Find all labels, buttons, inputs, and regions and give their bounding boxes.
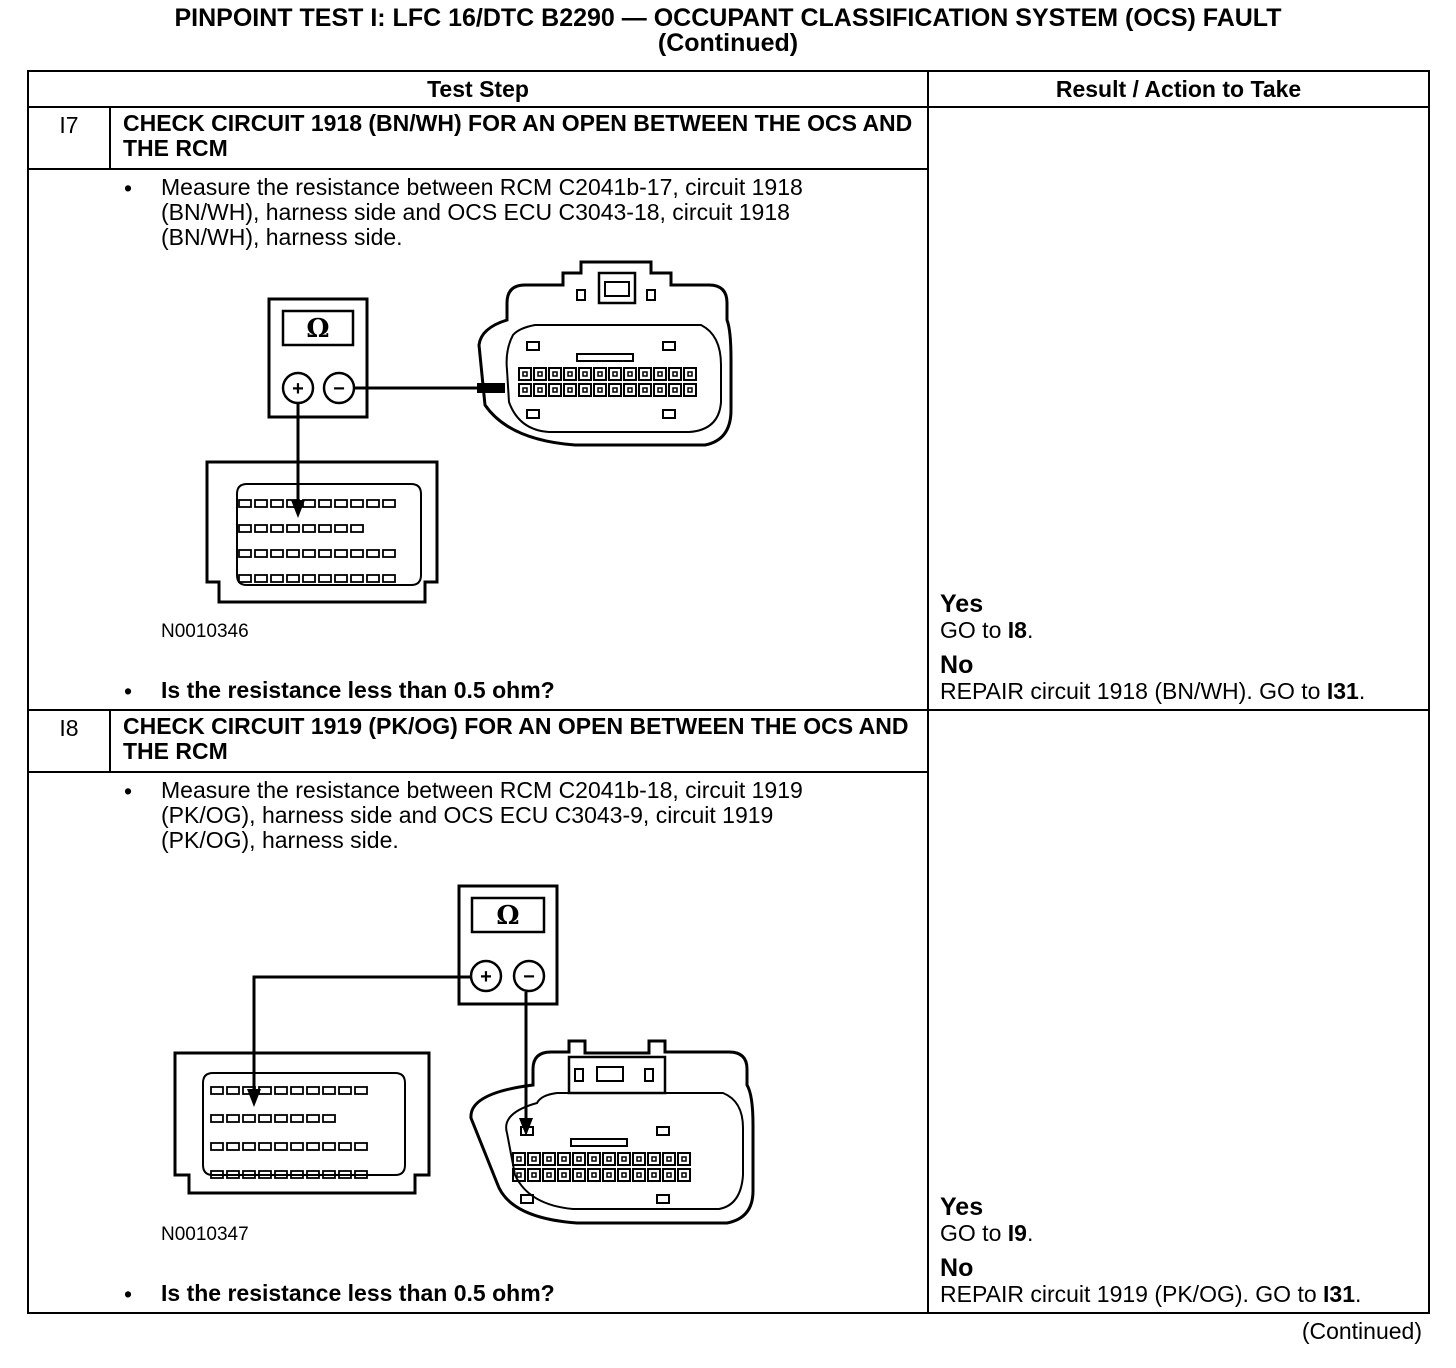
pin-cavity bbox=[243, 1143, 255, 1150]
pin-cavity bbox=[339, 1087, 351, 1094]
title-line-2: (Continued) bbox=[657, 29, 799, 57]
instruction-line: (BN/WH), harness side. bbox=[161, 224, 403, 250]
rcm-pin-rows bbox=[239, 500, 395, 582]
pin-cavity bbox=[532, 1157, 536, 1161]
page-title bbox=[0, 6, 1456, 56]
minus-terminal-icon: − bbox=[523, 966, 535, 988]
pin-cavity bbox=[673, 372, 677, 376]
pin-cavity bbox=[351, 525, 363, 532]
pin-cavity bbox=[383, 575, 395, 582]
pin-cavity bbox=[227, 1087, 239, 1094]
pin-cavity bbox=[652, 1173, 656, 1177]
pin-cavity bbox=[287, 525, 299, 532]
pin-cavity bbox=[291, 1087, 303, 1094]
result-no bbox=[940, 651, 1365, 703]
yes-action-end: . bbox=[1026, 1220, 1034, 1246]
pin-cavity bbox=[583, 372, 587, 376]
test-leads bbox=[254, 977, 526, 1123]
pin-cavity bbox=[678, 1169, 690, 1181]
pin-cavity bbox=[592, 1157, 596, 1161]
pin-cavity bbox=[628, 372, 632, 376]
result-no bbox=[940, 1254, 1361, 1306]
plus-terminal-icon: + bbox=[292, 378, 304, 400]
pin-cavity bbox=[275, 1143, 287, 1150]
pin-cavity bbox=[633, 1153, 645, 1165]
pin-cavity bbox=[562, 1173, 566, 1177]
yes-action-text: GO to bbox=[940, 617, 1008, 643]
pin-cavity bbox=[383, 550, 395, 557]
pin-cavity bbox=[603, 1169, 615, 1181]
plus-terminal-icon: + bbox=[480, 966, 492, 988]
pin-cavity bbox=[637, 1157, 641, 1161]
pinpoint-test-table bbox=[27, 70, 1430, 1314]
pin-cavity bbox=[303, 525, 315, 532]
pin-cavity bbox=[534, 384, 546, 396]
pin-cavity bbox=[323, 1143, 335, 1150]
pin-cavity bbox=[307, 1115, 319, 1122]
pin-cavity bbox=[239, 550, 251, 557]
pin-cavity bbox=[255, 525, 267, 532]
pin-cavity bbox=[517, 1173, 521, 1177]
pin-cavity bbox=[607, 1157, 611, 1161]
pin-cavity bbox=[564, 384, 576, 396]
pin-cavity bbox=[682, 1173, 686, 1177]
no-action-end: . bbox=[1355, 1281, 1362, 1307]
pin-cavity bbox=[658, 372, 662, 376]
pin-cavity bbox=[355, 1143, 367, 1150]
pin-cavity bbox=[558, 1169, 570, 1181]
pin-cavity bbox=[678, 1153, 690, 1165]
pin-cavity bbox=[648, 1169, 660, 1181]
pin-cavity bbox=[351, 500, 363, 507]
instruction-line: (BN/WH), harness side and OCS ECU C3043-18, circuit 1918 bbox=[161, 199, 790, 225]
probe-tip-ocs bbox=[477, 383, 505, 393]
pin-cavity bbox=[579, 368, 591, 380]
pin-cavity bbox=[618, 1153, 630, 1165]
pin-cavity bbox=[547, 1157, 551, 1161]
pin-cavity bbox=[351, 550, 363, 557]
pin-cavity bbox=[319, 525, 331, 532]
pin-cavity bbox=[211, 1115, 223, 1122]
pin-cavity bbox=[211, 1087, 223, 1094]
pin-cavity bbox=[519, 384, 531, 396]
question-text: Is the resistance less than 0.5 ohm? bbox=[161, 1280, 555, 1306]
instruction-line: (PK/OG), harness side and OCS ECU C3043-9, circuit 1919 bbox=[161, 802, 774, 828]
pin-cavity bbox=[639, 384, 651, 396]
pin-cavity bbox=[588, 1169, 600, 1181]
pin-cavity bbox=[637, 1173, 641, 1177]
pin-cavity bbox=[319, 500, 331, 507]
pin-cavity bbox=[669, 368, 681, 380]
no-action-text: REPAIR circuit 1919 (PK/OG). GO to bbox=[940, 1281, 1324, 1307]
ocs-pin-rows bbox=[513, 1127, 690, 1203]
step-title: CHECK CIRCUIT 1919 (PK/OG) FOR AN OPEN BETWEEN THE OCS AND THE RCM bbox=[110, 710, 928, 772]
rcm-pin-rows bbox=[211, 1087, 367, 1178]
ocs-connector bbox=[471, 1041, 753, 1223]
step-number: I8 bbox=[28, 710, 110, 772]
pin-cavity bbox=[594, 384, 606, 396]
table-header-row bbox=[28, 71, 1429, 107]
pin-cavity bbox=[667, 1173, 671, 1177]
pin-cavity bbox=[243, 1115, 255, 1122]
pin-cavity bbox=[654, 368, 666, 380]
pin-cavity bbox=[628, 388, 632, 392]
pin-cavity bbox=[259, 1115, 271, 1122]
pin-cavity bbox=[527, 342, 539, 350]
pin-cavity bbox=[538, 388, 542, 392]
pin-cavity bbox=[532, 1173, 536, 1177]
pin-cavity bbox=[624, 368, 636, 380]
no-label: No bbox=[940, 1254, 974, 1282]
pin-cavity bbox=[335, 550, 347, 557]
pin-cavity bbox=[383, 500, 395, 507]
result-yes bbox=[940, 590, 1033, 642]
pin-cavity bbox=[657, 1195, 669, 1203]
pin-cavity bbox=[562, 1157, 566, 1161]
pin-cavity bbox=[594, 368, 606, 380]
pin-cavity bbox=[564, 368, 576, 380]
pin-cavity bbox=[335, 575, 347, 582]
pin-cavity bbox=[513, 1153, 525, 1165]
pin-cavity bbox=[588, 1153, 600, 1165]
pin-cavity bbox=[573, 1169, 585, 1181]
figure-id: N0010347 bbox=[161, 1224, 249, 1245]
pin-cavity bbox=[663, 1153, 675, 1165]
pin-cavity bbox=[239, 575, 251, 582]
pin-cavity bbox=[652, 1157, 656, 1161]
pin-cavity bbox=[543, 1169, 555, 1181]
i7-wiring-diagram bbox=[29, 170, 847, 711]
pin-cavity bbox=[528, 1153, 540, 1165]
pin-cavity bbox=[227, 1143, 239, 1150]
pin-cavity bbox=[271, 500, 283, 507]
pin-cavity bbox=[673, 388, 677, 392]
no-label: No bbox=[940, 651, 974, 679]
pin-cavity bbox=[323, 1115, 335, 1122]
question-text: Is the resistance less than 0.5 ohm? bbox=[161, 677, 555, 703]
pin-cavity bbox=[577, 354, 633, 361]
pin-cavity bbox=[271, 525, 283, 532]
yes-action bbox=[940, 1221, 1033, 1245]
pin-cavity bbox=[643, 372, 647, 376]
yes-action-text: GO to bbox=[940, 1220, 1008, 1246]
pin-cavity bbox=[639, 368, 651, 380]
ohm-icon: Ω bbox=[306, 314, 330, 344]
step-i7-result-cell bbox=[928, 107, 1429, 710]
no-action-text: REPAIR circuit 1918 (BN/WH). GO to bbox=[940, 678, 1327, 704]
pin-cavity bbox=[255, 550, 267, 557]
no-action bbox=[940, 1282, 1361, 1306]
yes-label: Yes bbox=[940, 590, 984, 618]
ocs-pin-rows bbox=[519, 342, 696, 418]
pin-cavity bbox=[669, 384, 681, 396]
pin-cavity bbox=[319, 575, 331, 582]
pin-cavity bbox=[527, 410, 539, 418]
instruction-line: (PK/OG), harness side. bbox=[161, 827, 399, 853]
pin-cavity bbox=[538, 372, 542, 376]
pin-cavity bbox=[573, 1153, 585, 1165]
pin-cavity bbox=[549, 384, 561, 396]
column-header-test-step: Test Step bbox=[28, 71, 928, 107]
pin-cavity bbox=[351, 575, 363, 582]
pin-cavity bbox=[609, 384, 621, 396]
pin-cavity bbox=[211, 1143, 223, 1150]
pin-cavity bbox=[275, 1115, 287, 1122]
yes-step-link[interactable]: I8 bbox=[1007, 617, 1027, 643]
no-action-end: . bbox=[1358, 678, 1366, 704]
bullet: • bbox=[124, 678, 133, 704]
pin-cavity bbox=[239, 500, 251, 507]
ohm-icon: Ω bbox=[496, 901, 520, 931]
instruction-line: Measure the resistance between RCM C2041b-18, circuit 1919 bbox=[161, 777, 803, 803]
bullet: • bbox=[124, 1281, 133, 1307]
pin-cavity bbox=[543, 1153, 555, 1165]
pin-cavity bbox=[339, 1143, 351, 1150]
pin-cavity bbox=[684, 368, 696, 380]
pin-cavity bbox=[271, 575, 283, 582]
pin-cavity bbox=[367, 500, 379, 507]
pin-cavity bbox=[658, 388, 662, 392]
minus-terminal-icon: − bbox=[333, 378, 345, 400]
pin-cavity bbox=[613, 372, 617, 376]
continued-footer: (Continued) bbox=[1301, 1318, 1422, 1344]
yes-action bbox=[940, 618, 1033, 642]
step-i8-result-cell bbox=[928, 710, 1429, 1313]
pin-cavity bbox=[303, 500, 315, 507]
no-action bbox=[940, 679, 1365, 703]
pin-cavity bbox=[519, 368, 531, 380]
step-i7-title-row bbox=[28, 107, 1429, 169]
pin-cavity bbox=[663, 410, 675, 418]
pin-cavity bbox=[528, 1169, 540, 1181]
pin-cavity bbox=[657, 1127, 669, 1135]
pin-cavity bbox=[275, 1087, 287, 1094]
test-leads bbox=[298, 388, 489, 505]
pin-cavity bbox=[517, 1157, 521, 1161]
pin-cavity bbox=[622, 1173, 626, 1177]
pin-cavity bbox=[648, 1153, 660, 1165]
pin-cavity bbox=[577, 1173, 581, 1177]
pin-cavity bbox=[553, 372, 557, 376]
pin-cavity bbox=[271, 550, 283, 557]
result-yes bbox=[940, 1193, 1033, 1245]
pin-cavity bbox=[307, 1143, 319, 1150]
pin-cavity bbox=[654, 384, 666, 396]
yes-step-link[interactable]: I9 bbox=[1007, 1220, 1027, 1246]
pin-cavity bbox=[287, 550, 299, 557]
pin-cavity bbox=[568, 388, 572, 392]
pin-cavity bbox=[547, 1173, 551, 1177]
pin-cavity bbox=[598, 388, 602, 392]
pin-cavity bbox=[592, 1173, 596, 1177]
column-header-result: Result / Action to Take bbox=[928, 71, 1429, 107]
no-step-link[interactable]: I31 bbox=[1323, 1281, 1356, 1307]
pin-cavity bbox=[367, 575, 379, 582]
no-step-link[interactable]: I31 bbox=[1326, 678, 1359, 704]
pin-cavity bbox=[558, 1153, 570, 1165]
pin-cavity bbox=[682, 1157, 686, 1161]
rcm-connector bbox=[175, 1053, 429, 1193]
bullet: • bbox=[124, 778, 133, 804]
pin-cavity bbox=[255, 500, 267, 507]
pin-cavity bbox=[549, 368, 561, 380]
pin-cavity bbox=[603, 1153, 615, 1165]
pin-cavity bbox=[534, 368, 546, 380]
pin-cavity bbox=[259, 1143, 271, 1150]
yes-action-end: . bbox=[1026, 617, 1034, 643]
pin-cavity bbox=[367, 550, 379, 557]
pin-cavity bbox=[607, 1173, 611, 1177]
pin-cavity bbox=[579, 384, 591, 396]
yes-label: Yes bbox=[940, 1193, 984, 1221]
pin-cavity bbox=[663, 1169, 675, 1181]
pin-cavity bbox=[577, 1157, 581, 1161]
pin-cavity bbox=[227, 1115, 239, 1122]
title-line-1: PINPOINT TEST I: LFC 16/DTC B2290 — OCCUPANT CLASSIFICATION SYSTEM (OCS) FAULT bbox=[174, 4, 1282, 32]
step-i8-title-row bbox=[28, 710, 1429, 772]
pin-cavity bbox=[523, 388, 527, 392]
pin-cavity bbox=[633, 1169, 645, 1181]
pin-cavity bbox=[303, 550, 315, 557]
pin-cavity bbox=[239, 525, 251, 532]
pin-cavity bbox=[307, 1087, 319, 1094]
bullet: • bbox=[124, 175, 133, 201]
pin-cavity bbox=[624, 384, 636, 396]
pin-cavity bbox=[609, 368, 621, 380]
figure-id: N0010346 bbox=[161, 621, 249, 642]
pin-cavity bbox=[319, 550, 331, 557]
pin-cavity bbox=[335, 500, 347, 507]
pin-cavity bbox=[553, 388, 557, 392]
pin-cavity bbox=[303, 575, 315, 582]
pin-cavity bbox=[259, 1087, 271, 1094]
pin-cavity bbox=[663, 342, 675, 350]
pin-cavity bbox=[568, 372, 572, 376]
pin-cavity bbox=[684, 384, 696, 396]
pin-cavity bbox=[688, 372, 692, 376]
pin-cavity bbox=[622, 1157, 626, 1161]
pin-cavity bbox=[613, 388, 617, 392]
pin-cavity bbox=[287, 575, 299, 582]
pin-cavity bbox=[335, 525, 347, 532]
pin-cavity bbox=[688, 388, 692, 392]
pin-cavity bbox=[323, 1087, 335, 1094]
pin-cavity bbox=[523, 372, 527, 376]
step-title: CHECK CIRCUIT 1918 (BN/WH) FOR AN OPEN BETWEEN THE OCS AND THE RCM bbox=[110, 107, 928, 169]
step-number: I7 bbox=[28, 107, 110, 169]
step-i7-body bbox=[28, 169, 928, 710]
pin-cavity bbox=[618, 1169, 630, 1181]
pin-cavity bbox=[571, 1139, 627, 1146]
i8-wiring-diagram bbox=[29, 773, 847, 1314]
pin-cavity bbox=[291, 1115, 303, 1122]
pin-cavity bbox=[291, 1143, 303, 1150]
pin-cavity bbox=[667, 1157, 671, 1161]
pin-cavity bbox=[255, 575, 267, 582]
pin-cavity bbox=[598, 372, 602, 376]
pin-cavity bbox=[583, 388, 587, 392]
step-i8-body bbox=[28, 772, 928, 1313]
pin-cavity bbox=[643, 388, 647, 392]
pin-cavity bbox=[355, 1087, 367, 1094]
instruction-line: Measure the resistance between RCM C2041b-17, circuit 1918 bbox=[161, 174, 803, 200]
